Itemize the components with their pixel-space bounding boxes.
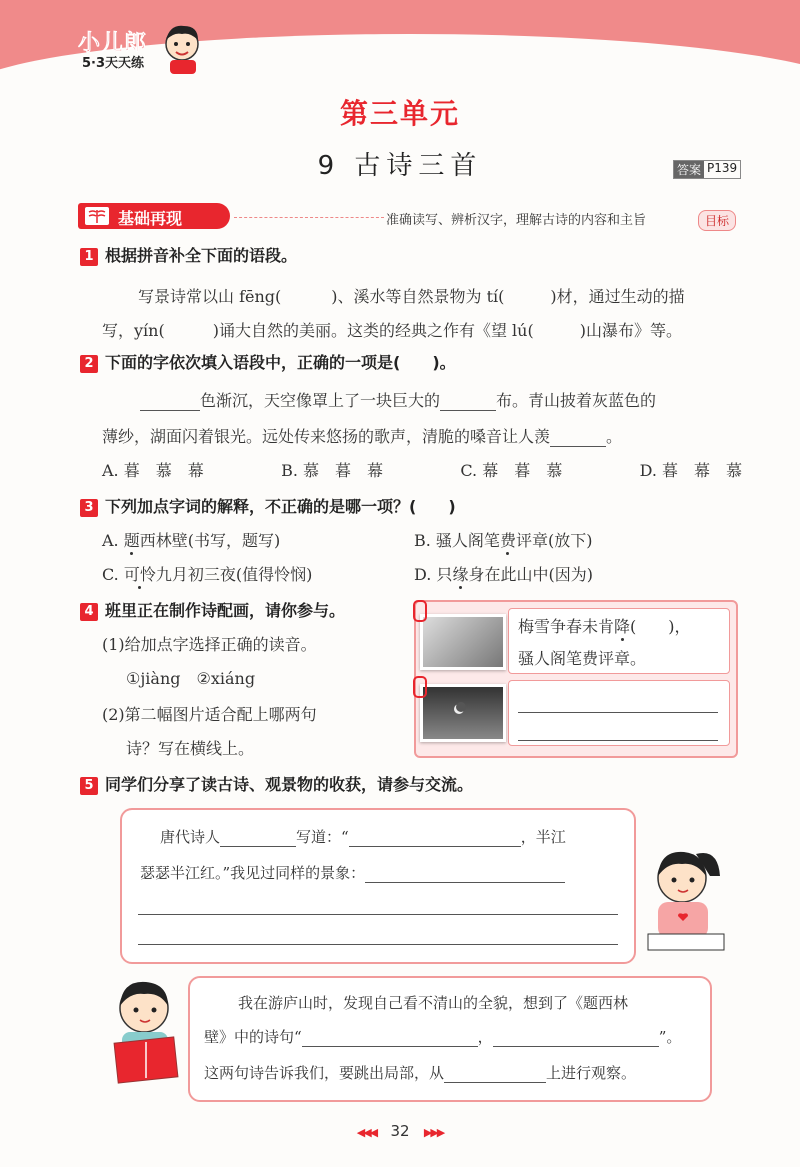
boy-reading-icon bbox=[100, 972, 190, 1090]
girl-reading-icon bbox=[640, 836, 730, 958]
q1-text: )诵大自然的美丽。这类的经典之作有《望 lú( bbox=[212, 321, 534, 340]
answer-tag[interactable] bbox=[673, 160, 741, 179]
q1-line-1 bbox=[138, 284, 685, 307]
q1-text: 写景诗常以山 fēng( bbox=[138, 287, 282, 306]
q2-option-c[interactable]: C. 幕 暮 慕 bbox=[460, 461, 563, 480]
bubble2-line-1: 我在游庐山时，发现自己看不清山的全貌，想到了《题西林 bbox=[238, 994, 629, 1012]
q3-text: D. 只 bbox=[414, 565, 453, 584]
q1-text: )材，通过生动的描 bbox=[550, 287, 685, 306]
dotted-char: 缘 bbox=[452, 565, 469, 584]
q4-choices[interactable]: ①jiàng ②xiáng bbox=[126, 669, 256, 688]
bubble-text: 上进行观察。 bbox=[546, 1064, 637, 1082]
q2-options bbox=[102, 458, 742, 481]
q3-text: C. bbox=[102, 565, 124, 584]
question-2-title bbox=[80, 350, 456, 373]
q4-sub-1: (1)给加点字选择正确的读音。 bbox=[102, 635, 317, 654]
poem-answer-blank[interactable]: ( )， bbox=[630, 617, 691, 636]
q2-blank-3[interactable] bbox=[550, 427, 606, 447]
section-goal: 准确读写、辨析汉字，理解古诗的内容和主旨 bbox=[386, 213, 647, 228]
q3-text: A. bbox=[102, 531, 124, 550]
brand-logo-text: 小儿郎 bbox=[78, 31, 148, 56]
crescent-moon-icon bbox=[452, 702, 466, 716]
q2-text: 布。青山披着灰蓝色的 bbox=[496, 391, 657, 410]
q2-blank-2[interactable] bbox=[440, 391, 496, 411]
bubble-text: 写道：“ bbox=[296, 828, 349, 846]
question-number: 2 bbox=[80, 355, 98, 373]
q2-line-2 bbox=[102, 424, 622, 447]
answer-line[interactable] bbox=[518, 740, 718, 741]
paper-clip-icon bbox=[413, 600, 427, 622]
q3-option-c[interactable] bbox=[102, 562, 312, 585]
q2-blank-1[interactable] bbox=[140, 391, 200, 411]
boy-mascot-icon bbox=[160, 22, 208, 76]
question-3-title bbox=[80, 494, 456, 517]
dotted-char: 题 bbox=[123, 531, 140, 550]
q2-option-a[interactable]: A. 暮 慕 幕 bbox=[102, 461, 204, 480]
q4-sub-2b: 诗？写在横线上。 bbox=[126, 739, 255, 758]
q3-text: 评章(放下) bbox=[515, 531, 593, 550]
right-arrows-icon: ▶▶▶ bbox=[423, 1126, 444, 1139]
question-text: 班里正在制作诗配画，请你参与。 bbox=[105, 601, 346, 620]
question-number: 4 bbox=[80, 603, 98, 621]
unit-title: 第三单元 bbox=[339, 97, 460, 130]
poem-line-1 bbox=[518, 614, 691, 637]
q1-text: )山瀑布》等。 bbox=[579, 321, 682, 340]
q2-line-1 bbox=[140, 388, 656, 411]
q4-sub-2a: (2)第二幅图片适合配上哪两句 bbox=[102, 705, 317, 724]
q3-option-a[interactable] bbox=[102, 528, 280, 551]
bubble-text: ，半江 bbox=[520, 828, 566, 846]
question-4-title bbox=[80, 598, 345, 621]
bubble-text: 壁》中的诗句“ bbox=[204, 1028, 302, 1046]
goal-tag: 目标 bbox=[698, 210, 736, 231]
q3-text: 九月初三夜(值得怜悯) bbox=[155, 565, 313, 584]
q3-option-d[interactable] bbox=[414, 562, 593, 585]
bubble1-line-1 bbox=[160, 826, 566, 847]
question-number: 1 bbox=[80, 248, 98, 266]
answer-line[interactable] bbox=[518, 712, 718, 713]
q2-option-b[interactable]: B. 慕 暮 幕 bbox=[281, 461, 384, 480]
bubble-text: 瑟瑟半江红。”我见过同样的景象： bbox=[140, 864, 366, 882]
bubble-text: 这两句诗告诉我们，要跳出局部，从 bbox=[204, 1064, 445, 1082]
brand-subtitle: 5·3天天练 bbox=[82, 56, 145, 71]
dotted-char: 可怜 bbox=[123, 565, 156, 584]
q1-text: )、溪水等自然景物为 tí( bbox=[331, 287, 505, 306]
poem-text: 梅雪争春未肯 bbox=[518, 617, 615, 636]
perspective-blank[interactable] bbox=[444, 1064, 546, 1083]
question-number: 5 bbox=[80, 777, 98, 795]
q3-option-b[interactable] bbox=[414, 528, 592, 551]
question-5-title bbox=[80, 772, 473, 795]
bubble-text: 唐代诗人 bbox=[160, 828, 221, 846]
answer-page: P139 bbox=[707, 161, 738, 175]
poem-box-2 bbox=[508, 680, 730, 746]
scene-blank[interactable] bbox=[365, 864, 565, 883]
q3-text: B. 骚人阁笔 bbox=[414, 531, 500, 550]
poem-blank[interactable] bbox=[349, 828, 521, 847]
question-text: 同学们分享了读古诗、观景物的收获，请参与交流。 bbox=[105, 775, 474, 794]
bubble2-line-2 bbox=[204, 1026, 681, 1047]
poem-line-blank-2[interactable] bbox=[493, 1028, 659, 1047]
bubble-text: ”。 bbox=[658, 1028, 682, 1046]
bubble-text: ， bbox=[477, 1028, 493, 1046]
q3-text: 身在此山中(因为) bbox=[468, 565, 593, 584]
q2-text: 。 bbox=[606, 427, 623, 446]
section-divider bbox=[234, 217, 384, 218]
q2-option-d[interactable]: D. 暮 幕 慕 bbox=[639, 461, 742, 480]
q2-text: 色渐沉，天空像罩上了一块巨大的 bbox=[200, 391, 441, 410]
question-text: 下面的字依次填入语段中，正确的一项是( )。 bbox=[105, 353, 456, 372]
bubble2-line-3 bbox=[204, 1062, 636, 1083]
q1-text: 写，yín( bbox=[102, 321, 165, 340]
bubble1-line-2 bbox=[140, 862, 565, 883]
q3-text: 西林壁(书写，题写) bbox=[139, 531, 281, 550]
q2-text: 薄纱，湖面闪着银光。远处传来悠扬的歌声，清脆的嗓音让人羡 bbox=[102, 427, 551, 446]
answer-line[interactable] bbox=[138, 914, 618, 915]
question-number: 3 bbox=[80, 499, 98, 517]
answer-line[interactable] bbox=[138, 944, 618, 945]
poet-blank[interactable] bbox=[220, 828, 296, 847]
poem-line-blank-1[interactable] bbox=[302, 1028, 478, 1047]
open-book-icon bbox=[84, 206, 110, 226]
dotted-char: 费 bbox=[499, 531, 516, 550]
question-1-title bbox=[80, 243, 297, 266]
page-number-row bbox=[0, 1122, 800, 1140]
plum-blossom-photo bbox=[420, 614, 506, 670]
lesson-title: 9 古诗三首 bbox=[317, 151, 483, 181]
section-label: 基础再现 bbox=[118, 209, 183, 228]
page-number: 32 bbox=[390, 1122, 410, 1140]
paper-clip-icon bbox=[413, 676, 427, 698]
dotted-char: 降 bbox=[614, 617, 631, 636]
q1-line-2 bbox=[102, 318, 682, 341]
left-arrows-icon: ◀◀◀ bbox=[356, 1126, 377, 1139]
poem-line-2: 骚人阁笔费评章。 bbox=[518, 649, 647, 668]
answer-label: 答案 bbox=[674, 161, 704, 178]
question-text: 下列加点字词的解释，不正确的是哪一项？( ) bbox=[105, 497, 456, 516]
question-text: 根据拼音补全下面的语段。 bbox=[105, 246, 298, 265]
